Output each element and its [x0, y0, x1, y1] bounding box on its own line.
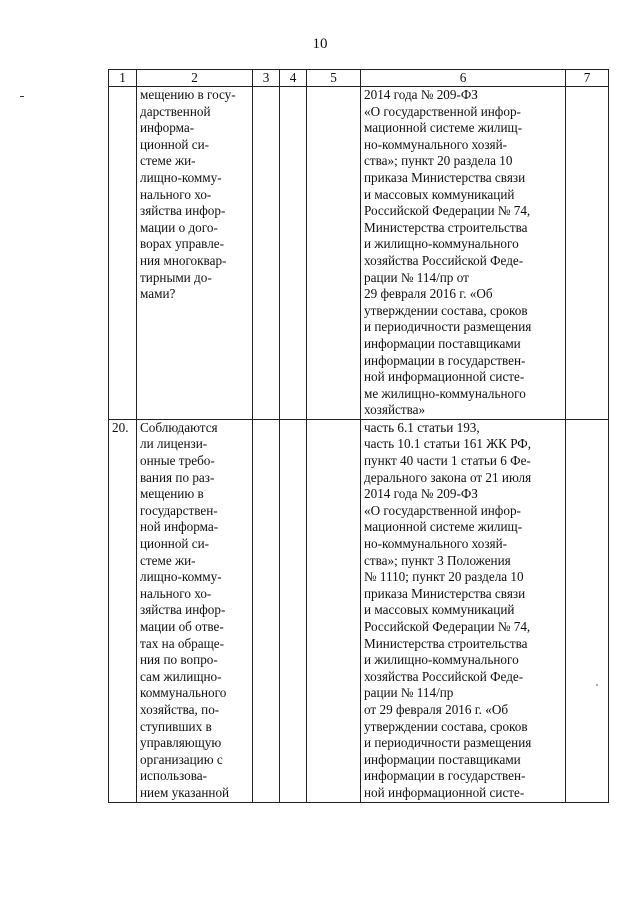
legal-basis-line: приказа Министерства связи: [364, 169, 526, 185]
legal-basis-line: часть 10.1 статьи 161 ЖК РФ,: [364, 436, 532, 452]
requirement-line: сам жилищно-: [140, 668, 222, 684]
requirements-table: [108, 69, 609, 803]
requirement-line: ной информа-: [140, 519, 219, 535]
legal-basis-line: но-коммунального хозяй-: [364, 136, 508, 152]
legal-basis-line: пункт 40 части 1 статьи 6 Фе-: [364, 453, 531, 469]
requirement-line: стеме жи-: [140, 552, 196, 568]
legal-basis-line: хозяйства Российской Феде-: [364, 252, 524, 268]
legal-basis-line: ства»; пункт 3 Положения: [364, 552, 511, 568]
requirement-line: нального хо-: [140, 585, 212, 601]
legal-basis-cell: [361, 419, 566, 802]
legal-basis-line: 2014 года № 209-ФЗ: [364, 87, 478, 102]
header-col-3: 3: [253, 70, 280, 87]
col-4-cell: [280, 419, 307, 802]
legal-basis-line: информации в государствен-: [364, 352, 526, 368]
requirement-line: лищно-комму-: [140, 169, 222, 185]
requirement-line: мации о дого-: [140, 219, 218, 235]
page-number: 10: [312, 36, 328, 52]
requirement-line: лищно-комму-: [140, 569, 222, 585]
legal-basis-line: хозяйства»: [364, 402, 426, 418]
legal-basis-line: приказа Министерства связи: [364, 585, 526, 601]
legal-basis-line: и массовых коммуникаций: [364, 186, 515, 202]
requirement-line: мами?: [140, 286, 176, 302]
legal-basis-line: часть 6.1 статьи 193,: [364, 419, 480, 435]
requirement-line: дарственной: [140, 103, 211, 119]
legal-basis-line: 2014 года № 209-ФЗ: [364, 486, 478, 502]
requirement-line: зяйства инфор-: [140, 203, 226, 219]
requirement-line: нального хо-: [140, 186, 212, 202]
requirement-line: тах на обраще-: [140, 635, 225, 651]
legal-basis-line: «О государственной инфор-: [364, 103, 521, 119]
legal-basis-line: и жилищно-коммунального: [364, 236, 519, 252]
legal-basis-line: хозяйства Российской Феде-: [364, 668, 524, 684]
legal-basis-line: рации № 114/пр от: [364, 269, 469, 285]
legal-basis-line: Российской Федерации № 74,: [364, 619, 531, 634]
requirement-line: ступивших в: [140, 718, 212, 734]
legal-basis-line: от 29 февраля 2016 г. «Об: [364, 701, 509, 717]
col-3-cell: [253, 87, 280, 420]
legal-basis-line: утверждении состава, сроков: [364, 302, 528, 318]
legal-basis-line: и массовых коммуникаций: [364, 602, 515, 618]
header-col-6: 6: [361, 70, 566, 87]
legal-basis-line: информации поставщиками: [364, 751, 521, 767]
legal-basis-line: Российской Федерации № 74,: [364, 203, 531, 219]
col-7-cell: [566, 87, 609, 420]
legal-basis-line: мационной системе жилищ-: [364, 120, 523, 136]
requirement-line: использова-: [140, 768, 208, 784]
legal-basis-line: Министерства строительства: [364, 635, 528, 651]
requirement-line: мации об отве-: [140, 619, 224, 634]
legal-basis-line: дерального закона от 21 июля: [364, 469, 532, 485]
col-7-cell: [566, 419, 609, 802]
header-col-7: 7: [566, 70, 609, 87]
legal-basis-line: информации в государствен-: [364, 768, 526, 784]
requirement-line: онные требо-: [140, 453, 215, 469]
legal-basis-line: и периодичности размещения: [364, 735, 532, 751]
legal-basis-line: ме жилищно-коммунального: [364, 385, 526, 401]
legal-basis-line: информации поставщиками: [364, 335, 521, 351]
requirement-line: государствен-: [140, 502, 218, 518]
legal-basis-line: рации № 114/пр: [364, 685, 454, 701]
legal-basis-line: ства»; пункт 20 раздела 10: [364, 153, 513, 169]
requirement-line: ционной си-: [140, 536, 210, 552]
requirement-line: ли лицензи-: [140, 436, 208, 452]
legal-basis-line: 29 февраля 2016 г. «Об: [364, 286, 493, 302]
requirement-line: нием указанной: [140, 784, 230, 800]
requirement-line: информа-: [140, 120, 195, 136]
legal-basis-line: ной информационной систе-: [364, 784, 525, 800]
row-number: [109, 87, 137, 420]
requirement-line: тирными до-: [140, 269, 212, 285]
col-3-cell: [253, 419, 280, 802]
requirement-line: ционной си-: [140, 136, 210, 152]
table-row: [109, 87, 609, 420]
requirement-line: Соблюдаются: [140, 419, 218, 435]
requirement-line: зяйства инфор-: [140, 602, 226, 618]
requirement-line: ния многоквар-: [140, 252, 227, 268]
legal-basis-line: № 1110; пункт 20 раздела 10: [364, 569, 524, 585]
requirement-line: управляющую: [140, 735, 222, 751]
legal-basis-line: и жилищно-коммунального: [364, 652, 519, 668]
requirement-line: хозяйства, по-: [140, 701, 220, 717]
legal-basis-line: ной информационной систе-: [364, 369, 525, 385]
requirement-cell: [137, 419, 253, 802]
margin-mark: [20, 96, 24, 97]
legal-basis-line: утверждении состава, сроков: [364, 718, 528, 734]
header-col-4: 4: [280, 70, 307, 87]
header-row: [109, 70, 609, 87]
legal-basis-line: мационной системе жилищ-: [364, 519, 523, 535]
requirement-line: стеме жи-: [140, 153, 196, 169]
legal-basis-line: «О государственной инфор-: [364, 502, 521, 518]
requirement-line: мещению в госу-: [140, 87, 236, 102]
header-col-5: 5: [307, 70, 361, 87]
legal-basis-cell: [361, 87, 566, 420]
table-row: [109, 419, 609, 802]
col-4-cell: [280, 87, 307, 420]
legal-basis-line: но-коммунального хозяй-: [364, 536, 508, 552]
requirement-line: ния по вопро-: [140, 652, 218, 668]
requirement-line: организацию с: [140, 751, 223, 767]
legal-basis-line: Министерства строительства: [364, 219, 528, 235]
requirement-line: вания по раз-: [140, 469, 215, 485]
requirement-cell: [137, 87, 253, 420]
row-number: 20.: [109, 419, 137, 802]
header-col-2: 2: [137, 70, 253, 87]
col-5-cell: [307, 419, 361, 802]
requirement-line: коммунального: [140, 685, 227, 701]
requirement-line: мещению в: [140, 486, 204, 502]
requirement-line: ворах управле-: [140, 236, 225, 252]
legal-basis-line: и периодичности размещения: [364, 319, 532, 335]
col-5-cell: [307, 87, 361, 420]
header-col-1: 1: [109, 70, 137, 87]
